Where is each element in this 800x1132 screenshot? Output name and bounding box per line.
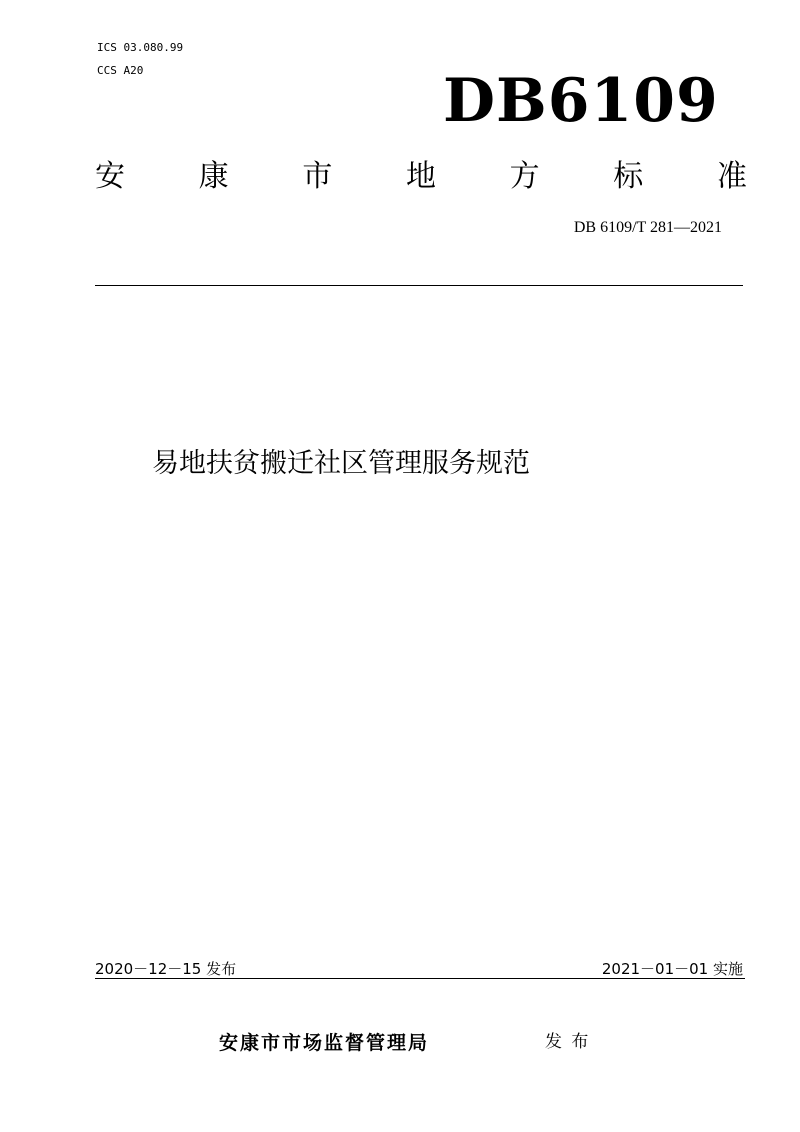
standard-class-char: 标 (613, 159, 644, 194)
standard-code: DB6109 (443, 66, 719, 136)
standard-class-char: 安 (95, 159, 125, 194)
standard-class-char: 方 (509, 159, 540, 194)
ics-code: ICS 03.080.99 (97, 41, 184, 54)
document-title: 易地扶贫搬迁社区管理服务规范 (152, 448, 530, 479)
ccs-code: CCS A20 (97, 64, 144, 77)
top-divider (95, 285, 743, 286)
effective-date: 2021－01－01 实施 (601, 960, 743, 978)
standard-class-char: 市 (302, 159, 333, 194)
issue-date: 2020－12－15 发布 (95, 960, 237, 978)
issued-label: 发 布 (545, 1032, 591, 1052)
standard-class-char: 准 (716, 159, 747, 194)
issuing-authority: 安康市市场监督管理局 (219, 1032, 430, 1054)
standard-class-char: 地 (405, 159, 436, 194)
bottom-divider (95, 978, 745, 979)
standard-class-heading (95, 155, 747, 199)
standard-class-char: 康 (198, 159, 229, 194)
standard-number: DB 6109/T 281—2021 (573, 219, 722, 236)
